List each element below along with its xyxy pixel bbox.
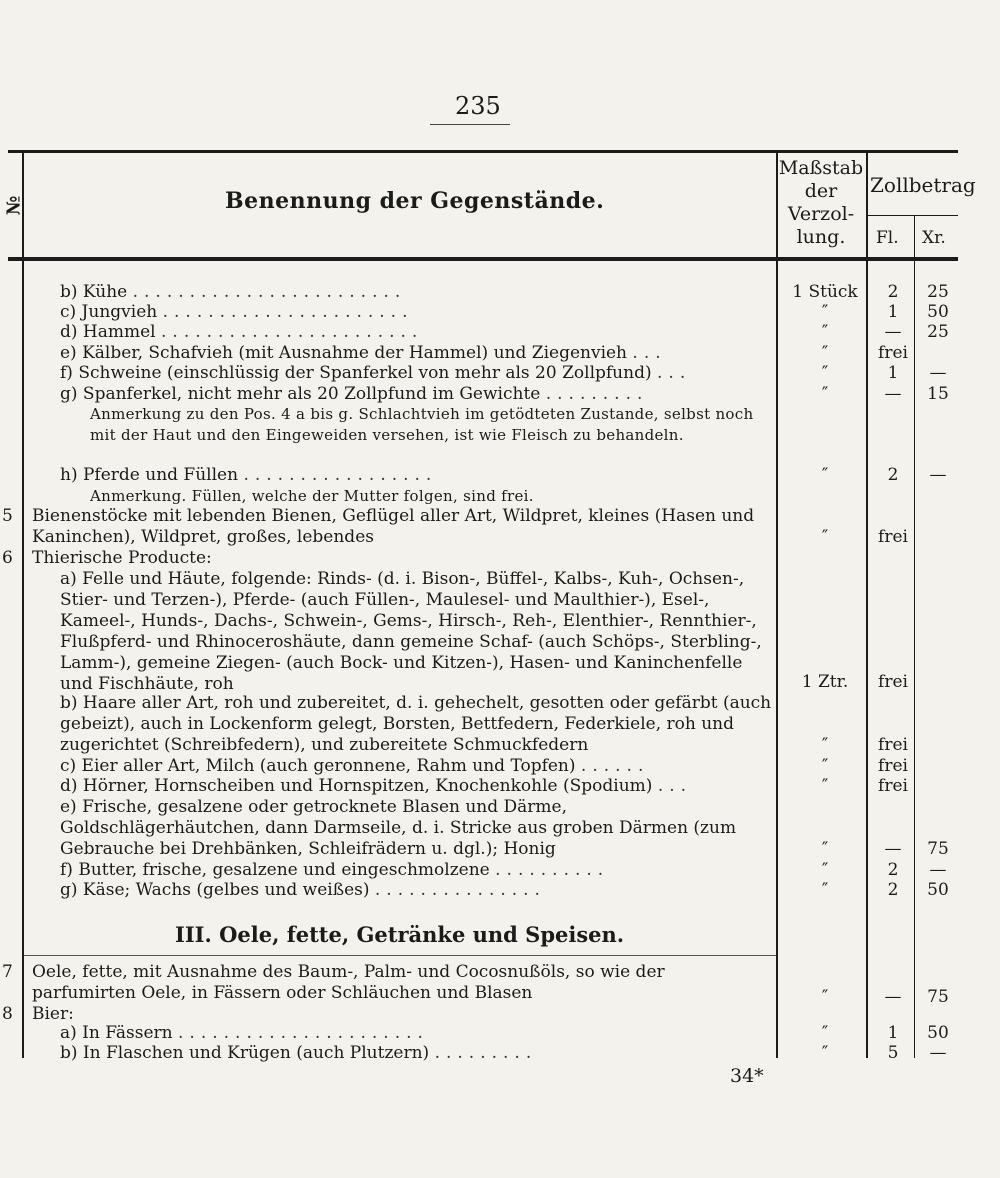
table-row [60, 302, 414, 323]
row-mass: ″ [821, 302, 829, 322]
row-text: e) Kälber, Schafvieh (mit Ausnahme der Hammel) und Ziegenvieh [60, 343, 628, 363]
table-row [60, 1023, 429, 1044]
annotation-note: Anmerkung zu den Pos. 4 a bis g. Schlachtvieh im getödteten Zustande, selbst noch mit der Haut und den Eingeweiden versehen, ist wie Fleisch zu behandeln. [90, 405, 754, 444]
section-heading: III. Oele, fette, Getränke und Speisen. [175, 922, 625, 947]
header-mass-line3: Verzol- [787, 203, 855, 225]
row-text: b) Kühe [60, 282, 128, 302]
leader-dots: ...................... [178, 1023, 429, 1043]
table-row [60, 1043, 537, 1064]
row-text: d) Hörner, Hornscheiben und Hornspitzen, Knochenkohle (Spodium) [60, 776, 653, 796]
row-fl: frei [878, 776, 908, 796]
row-fl: frei [878, 527, 908, 547]
table-row [60, 384, 648, 405]
row-xr: — [929, 363, 947, 383]
row-fl: frei [878, 672, 908, 692]
row-xr: 75 [927, 839, 949, 859]
table-row [60, 860, 609, 881]
page-number: 235 [455, 92, 501, 120]
row-fl: 2 [887, 880, 899, 900]
zoll-subrule [868, 215, 958, 216]
row-mass: ″ [821, 527, 829, 547]
row-mass: 1 Stück [792, 282, 858, 302]
row-number: 5 [2, 506, 13, 526]
row-fl: — [884, 322, 902, 342]
row-mass: ″ [821, 465, 829, 485]
row-xr: 25 [927, 282, 949, 302]
leader-dots: ... [657, 363, 692, 383]
row-number: 7 [2, 962, 13, 982]
row-mass: ″ [821, 384, 829, 404]
row-xr: — [929, 465, 947, 485]
leader-dots: ... [632, 343, 667, 363]
leader-dots: ....................... [161, 322, 424, 342]
row-text: g) Käse; Wachs (gelbes und weißes) [60, 880, 370, 900]
leader-dots: ................. [243, 465, 438, 485]
table-row [60, 880, 546, 901]
row-fl: frei [878, 343, 908, 363]
row-mass: ″ [821, 735, 829, 755]
header-zoll: Zollbetrag [870, 173, 976, 197]
table-row: b) Haare aller Art, roh und zubereitet, d. i. gehechelt, gesotten oder gefärbt (auch gebeizt), auch in Lockenform gelegt, Borsten, Bettfedern, Federkiele, roh und zugerichtet (Schreibfedern), und zubereitete Schmuckfedern [60, 693, 772, 755]
row-text: f) Schweine (einschlüssig der Spanferkel von mehr als 20 Zollpfund) [60, 363, 652, 383]
table-row [60, 776, 692, 797]
row-mass: 1 Ztr. [801, 672, 849, 692]
row-fl: 2 [887, 282, 899, 302]
leader-dots: ......... [434, 1043, 538, 1063]
row-xr: 50 [927, 1023, 949, 1043]
row-fl: — [884, 839, 902, 859]
row-fl: — [884, 987, 902, 1007]
row-text: d) Hammel [60, 322, 156, 342]
table-row [60, 756, 649, 777]
leader-dots: ............... [374, 880, 546, 900]
row-fl: 5 [887, 1043, 899, 1063]
row-fl: 1 [887, 1023, 899, 1043]
page-number-rule [430, 124, 510, 125]
header-mass [776, 157, 866, 249]
table-row [60, 465, 437, 486]
row-fl: 1 [887, 302, 899, 322]
table-row: e) Frische, gesalzene oder getrocknete Blasen und Därme, Goldschlägerhäutchen, dann Darmseile, d. i. Stricke aus groben Därmen (zum Gebrauche bei Drehbänken, Schleifrädern u. dgl.); Honig [60, 797, 737, 859]
row-text: c) Jungvieh [60, 302, 158, 322]
row-number: 8 [2, 1004, 13, 1024]
row-xr: 25 [927, 322, 949, 342]
leader-dots: ...................... [162, 302, 414, 322]
row-mass: ″ [821, 776, 829, 796]
table-row: Bienenstöcke mit lebenden Bienen, Geflügel aller Art, Wildpret, kleines (Hasen und Kaninchen), Wildpret, großes, lebendes [32, 506, 755, 547]
row-mass: ″ [821, 860, 829, 880]
row-xr: 50 [927, 880, 949, 900]
header-title: Benennung der Gegenstände. [225, 188, 605, 214]
table-row [60, 322, 423, 343]
row-mass: ″ [821, 363, 829, 383]
table-row: Thierische Producte: [32, 548, 212, 568]
header-bottom-rule [8, 257, 958, 261]
row-text: b) In Flaschen und Krügen (auch Plutzern) [60, 1043, 430, 1063]
row-mass: ″ [821, 987, 829, 1007]
row-mass: ″ [821, 343, 829, 363]
row-mass: ″ [821, 1023, 829, 1043]
table-row: a) Felle und Häute, folgende: Rinds- (d. i. Bison-, Büffel-, Kalbs-, Kuh-, Ochsen-, Stier- und Terzen-), Pferde- (auch Füllen-, Maulesel- und Maulthier-), Esel-, Kameel-, Hunds-, Dachs-, Schwein-, Gems-, Hirsch-, Reh-, Elenthier-, Rennthier-, Flußpferd- und Rhinoceroshäute, dann gemeine Schaf- (auch Schöps-, Sterbling-, Lamm-), gemeine Ziegen- (auch Bock- und Kitzen-), Hasen- und Kaninchenfelle und Fischhäute, roh [60, 569, 762, 694]
annotation-note: Anmerkung. Füllen, welche der Mutter folgen, sind frei. [90, 487, 534, 505]
row-mass: ″ [821, 880, 829, 900]
leader-dots: .......... [495, 860, 610, 880]
row-text: a) In Fässern [60, 1023, 173, 1043]
row-text: c) Eier aller Art, Milch (auch geronnene, Rahm und Topfen) [60, 756, 576, 776]
row-text: f) Butter, frische, gesalzene und eingeschmolzene [60, 860, 490, 880]
row-mass: ″ [821, 839, 829, 859]
table-row [60, 282, 406, 303]
row-fl: 2 [887, 860, 899, 880]
table-row [60, 363, 691, 384]
row-mass: ″ [821, 756, 829, 776]
section-rule [24, 955, 776, 956]
leader-dots: ......... [545, 384, 649, 404]
leader-dots: ...... [580, 756, 650, 776]
row-number: 6 [2, 548, 13, 568]
row-fl: — [884, 384, 902, 404]
header-mass-line1: Maßstab [778, 157, 864, 179]
row-fl: 1 [887, 363, 899, 383]
row-fl: frei [878, 756, 908, 776]
header-mass-line2: der [804, 180, 838, 202]
header-fl: Fl. [876, 228, 899, 248]
header-mass-line4: lung. [796, 226, 846, 248]
table-row: Bier: [32, 1004, 74, 1024]
fl-column-rule [914, 216, 915, 1058]
header-top-rule [8, 150, 958, 153]
table-row: Oele, fette, mit Ausnahme des Baum-, Palm- und Cocosnußöls, so wie der parfumirten Oele, in Fässern oder Schläuchen und Blasen [32, 962, 665, 1003]
row-fl: frei [878, 735, 908, 755]
desc-column-rule [776, 150, 778, 1058]
row-xr: 50 [927, 302, 949, 322]
row-text: g) Spanferkel, nicht mehr als 20 Zollpfund im Gewichte [60, 384, 541, 404]
leader-dots: ... [657, 776, 693, 796]
header-nr: № [3, 195, 25, 216]
header-xr: Xr. [922, 228, 946, 248]
row-mass: ″ [821, 322, 829, 342]
row-xr: 75 [927, 987, 949, 1007]
row-xr: — [929, 860, 947, 880]
leader-dots: ........................ [132, 282, 407, 302]
table-row [60, 343, 667, 364]
nr-column-rule [22, 150, 24, 1058]
row-xr: 15 [927, 384, 949, 404]
row-fl: 2 [887, 465, 899, 485]
row-text: h) Pferde und Füllen [60, 465, 239, 485]
row-xr: — [929, 1043, 947, 1063]
footer-signature: 34* [730, 1065, 764, 1087]
row-mass: ″ [821, 1043, 829, 1063]
